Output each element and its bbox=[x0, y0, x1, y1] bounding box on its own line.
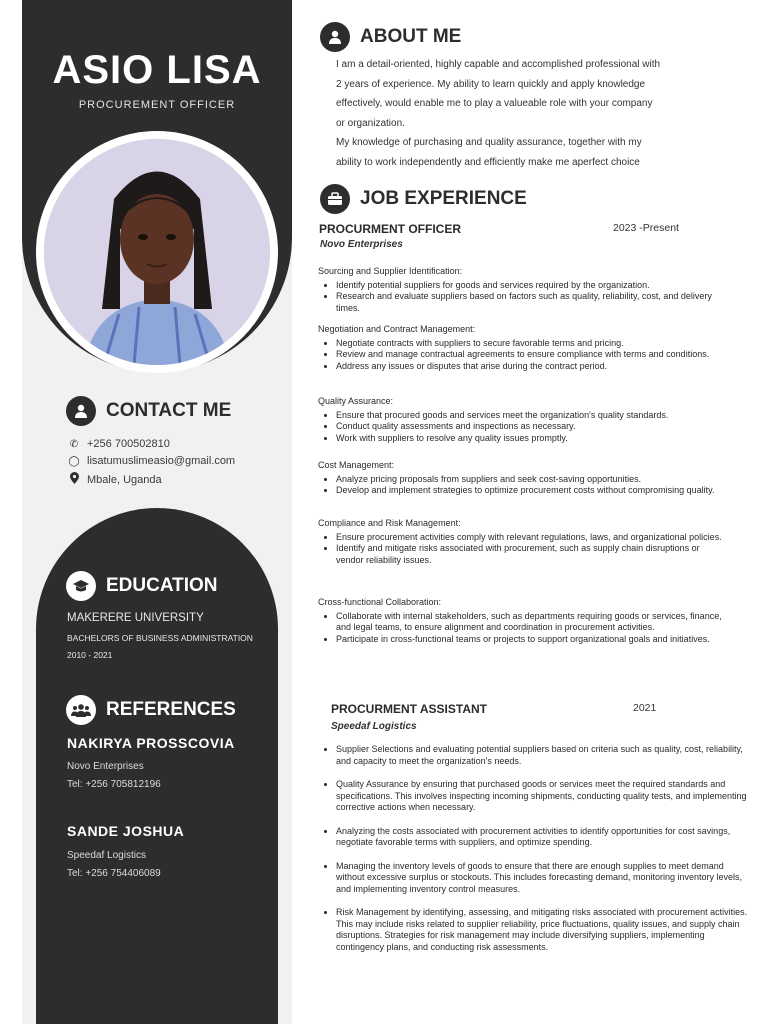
phone-text: +256 700502810 bbox=[87, 438, 170, 450]
references-heading bbox=[66, 695, 236, 725]
profile-photo-frame bbox=[36, 131, 278, 373]
contact-email[interactable] bbox=[68, 455, 235, 467]
job1-role: PROCURMENT OFFICER bbox=[319, 222, 461, 236]
education-years: 2010 - 2021 bbox=[67, 650, 113, 660]
reference-2-name: SANDE JOSHUA bbox=[67, 823, 185, 839]
job1-section-compliance bbox=[318, 518, 728, 566]
reference-2-company: Speedaf Logistics bbox=[67, 850, 146, 861]
candidate-name: ASIO LISA bbox=[52, 48, 262, 92]
contact-heading-text: CONTACT ME bbox=[106, 400, 232, 421]
list-item: • Identify and mitigate risks associated with procurement, such as supply chain disruptions or vendor reliability issues. bbox=[336, 543, 728, 566]
job2-bullets bbox=[318, 744, 748, 965]
email-text[interactable]: lisatumuslimeasio@gmail.com bbox=[87, 455, 236, 467]
list-item: • Research and evaluate suppliers based on factors such as quality, reliability, cost, and delivery times. bbox=[336, 291, 728, 314]
section-title: Sourcing and Supplier Identification: bbox=[318, 266, 463, 276]
section-title: Cost Management: bbox=[318, 460, 395, 470]
job1-section-quality bbox=[318, 396, 728, 444]
reference-1-name: NAKIRYA PROSSCOVIA bbox=[67, 735, 235, 751]
about-line: or organization. bbox=[336, 117, 405, 129]
about-line: I am a detail-oriented, highly capable and accomplished professional with bbox=[336, 59, 661, 70]
contact-location bbox=[68, 472, 162, 487]
list-item: • Participate in cross-functional teams or projects to support organizational goals and initiatives. bbox=[336, 634, 728, 646]
reference-2-phone: Tel: +256 754406089 bbox=[67, 868, 161, 879]
education-school: MAKERERE UNIVERSITY bbox=[67, 612, 204, 624]
people-icon bbox=[66, 695, 96, 725]
job2-role: PROCURMENT ASSISTANT bbox=[331, 702, 487, 716]
list-item: • Conduct quality assessments and inspections as necessary. bbox=[336, 421, 728, 433]
job1-section-sourcing bbox=[318, 266, 728, 314]
experience-heading-text: JOB EXPERIENCE bbox=[360, 188, 527, 209]
list-item: • Ensure procurement activities comply with relevant regulations, laws, and organizational policies. bbox=[336, 532, 728, 544]
list-item: • Review and manage contractual agreements to ensure compliance with terms and conditions. bbox=[336, 349, 728, 361]
phone-icon: ✆ bbox=[69, 438, 79, 450]
portrait-illustration bbox=[44, 139, 270, 365]
location-text: Mbale, Uganda bbox=[87, 473, 162, 486]
job2-date: 2021 bbox=[633, 702, 657, 714]
about-text bbox=[336, 55, 726, 172]
profile-photo bbox=[44, 139, 270, 365]
section-title: Compliance and Risk Management: bbox=[318, 518, 461, 528]
references-heading-text: REFERENCES bbox=[106, 699, 236, 720]
job1-section-collaboration bbox=[318, 597, 728, 645]
section-title: Cross-functional Collaboration: bbox=[318, 597, 442, 607]
list-item: • Supplier Selections and evaluating potential suppliers based on criteria such as quality, cost, reliability, and capacity to meet the organization's needs. bbox=[336, 744, 748, 767]
about-line: ability to work independently and efficiently make me aperfect choice bbox=[336, 156, 640, 168]
section-title: Quality Assurance: bbox=[318, 396, 394, 406]
list-item: • Address any issues or disputes that arise during the contract period. bbox=[336, 361, 728, 373]
education-degree: BACHELORS OF BUSINESS ADMINISTRATION bbox=[67, 633, 253, 643]
job1-section-negotiation bbox=[318, 324, 728, 372]
user-icon bbox=[320, 22, 350, 52]
list-item: • Analyzing the costs associated with procurement activities to identify opportunities for cost savings, negotiate favorable terms with suppliers, and optimize spending. bbox=[336, 826, 748, 849]
job1-company: Novo Enterprises bbox=[320, 239, 403, 250]
about-heading-text: ABOUT ME bbox=[360, 26, 462, 47]
candidate-title: PROCUREMENT OFFICER bbox=[78, 99, 236, 111]
about-line: My knowledge of purchasing and quality assurance, together with my bbox=[336, 137, 642, 148]
graduation-cap-icon bbox=[66, 571, 96, 601]
education-heading bbox=[66, 571, 218, 601]
reference-1-phone: Tel: +256 705812196 bbox=[67, 779, 161, 790]
list-item: • Collaborate with internal stakeholders, such as departments requiring goods or services, finance, and legal teams, to ensure alignment and coordination in procurement activities. bbox=[336, 611, 728, 634]
list-item: • Managing the inventory levels of goods to ensure that there are enough supplies to meet demand without excessive surplus or stockouts. This includes forecasting demand, monitoring inventory levels, and implementing inventory control measures. bbox=[336, 861, 748, 896]
job1-section-cost bbox=[318, 460, 728, 497]
list-item: • Analyze pricing proposals from suppliers and seek cost-saving opportunities. bbox=[336, 474, 728, 486]
about-line: effectively, would enable me to play a valueable role with your company bbox=[336, 98, 653, 109]
job2-company: Speedaf Logistics bbox=[331, 721, 417, 732]
globe-icon: ◯ bbox=[68, 455, 80, 467]
list-item: • Ensure that procured goods and services meet the organization's quality standards. bbox=[336, 410, 728, 422]
list-item: • Risk Management by identifying, assessing, and mitigating risks associated with procurement activities. This may include risks related to supplier reliability, price fluctuations, quality issues, and supply chain disruptions. Strategies for risk management may include diversifying suppliers, implementing contingency plans, and conducting risk assessments. bbox=[336, 907, 748, 953]
about-line: 2 years of experience. My ability to learn quickly and apply knowledge bbox=[336, 78, 646, 90]
contact-heading bbox=[66, 396, 231, 426]
education-heading-text: EDUCATION bbox=[106, 575, 218, 596]
user-icon bbox=[66, 396, 96, 426]
contact-phone bbox=[68, 438, 170, 450]
about-heading bbox=[320, 22, 461, 52]
location-pin-icon bbox=[68, 472, 80, 487]
experience-heading bbox=[320, 184, 527, 214]
list-item: • Negotiate contracts with suppliers to secure favorable terms and pricing. bbox=[336, 338, 728, 350]
list-item: • Work with suppliers to resolve any quality issues promptly. bbox=[336, 433, 728, 445]
briefcase-icon bbox=[320, 184, 350, 214]
job1-date: 2023 -Present bbox=[613, 222, 679, 234]
list-item: • Develop and implement strategies to optimize procurement costs without compromising quality. bbox=[336, 485, 728, 497]
list-item: • Quality Assurance by ensuring that purchased goods or services meet the required standards and specifications. This involves inspecting incoming shipments, conducting quality tests, and implementing corrective actions when necessary. bbox=[336, 779, 748, 814]
section-title: Negotiation and Contract Management: bbox=[318, 324, 476, 334]
list-item: • Identify potential suppliers for goods and services required by the organization. bbox=[336, 280, 728, 292]
reference-1-company: Novo Enterprises bbox=[67, 761, 144, 772]
